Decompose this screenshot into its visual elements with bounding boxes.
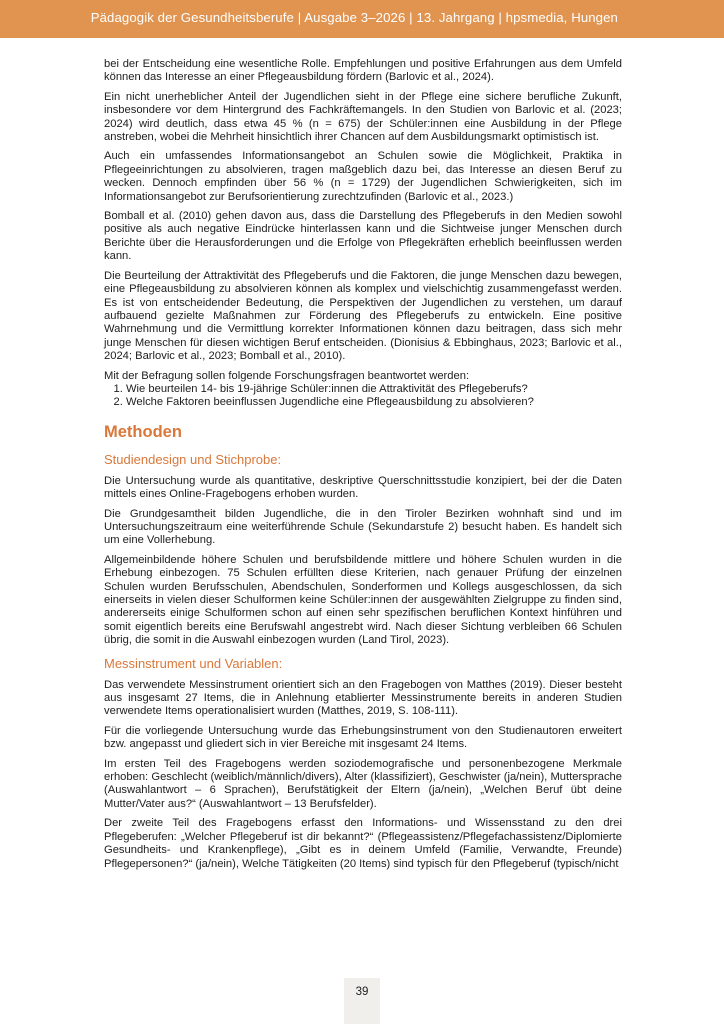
paragraph: bei der Entscheidung eine wesentliche Rolle. Empfehlungen und positive Erfahrungen aus dem Umfeld können das Interesse an einer Pflegeausbildung fördern (Barlovic et al., 2024). [104,58,622,84]
subheading-instrument: Messinstrument und Variablen: [104,655,283,671]
paragraph: Für die vorliegende Untersuchung wurde das Erhebungsinstrument von den Studienautoren erweitert bzw. angepasst und gliedert sich in vier Bereiche mit insgesamt 24 Items. [104,724,622,751]
page-number-box [344,978,380,1024]
research-question-2: 2. Welche Faktoren beeinflussen Jugendliche eine Pflegeausbildung zu absolvieren? [126,396,622,409]
paragraph: Bomball et al. (2010) gehen davon aus, dass die Darstellung des Pflegeberufs in den Medien sowohl positive als auch negative Eindrücke hinterlassen kann und die Sichtweise junger Menschen durch Berichte über die Herausforderungen und die Erfolge von Pflegekräften erheblich beeinflussen werden kann. [104,210,622,263]
research-questions-list [104,383,622,410]
journal-header-band [0,0,724,38]
page-number: 39 [355,986,369,998]
paragraph: Die Beurteilung der Attraktivität des Pflegeberufs und die Faktoren, die junge Menschen dazu bewegen, eine Pflegeausbildung zu absolvieren können als komplex und vielschichtig zusammengefasst werden. Es ist von entscheidender Bedeutung, die Perspektiven der Jugendlichen zu verstehen, um darauf aufbauend gezielte Maßnahmen zur Förderung des Pflegeberufs zu entwickeln. Eine positive Wahrnehmung und die Vermittlung korrekter Informationen können dazu beitragen, dass sich mehr junge Menschen für diesen wichtigen Beruf entscheiden. (Dionisius & Ebbinghaus, 2023; Barlovic et al., 2024; Barlovic et al., 2023; Bomball et al., 2010). [104,269,622,363]
research-question-1: 1. Wie beurteilen 14- bis 19-jährige Schüler:innen die Attraktivität des Pflegeberufs? [126,383,622,396]
article-body [104,58,622,877]
paragraph: Der zweite Teil des Fragebogens erfasst den Informations- und Wissensstand zu den drei Pflegeberufen: „Welcher Pflegeberuf ist dir bekannt?“ (Pflegeassistenz/Pflegefachassistenz/Diplomierte Gesundheits- und Krankenpflege), „Gibt es in deinem Umfeld (Familie, Verwandte, Freunde) Pflegepersonen?“ (ja/nein), Welche Tätigkeiten (20 Items) sind typisch für den Pflegeberuf (typisch/nicht [104,817,622,870]
paragraph: Allgemeinbildende höhere Schulen und berufsbildende mittlere und höhere Schulen wurden in die Erhebung einbezogen. 75 Schulen erfüllten diese Kriterien, nach genauer Prüfung der einzelnen Schulen wurden Berufsschulen, Abendschulen, Sonderformen und Kollegs ausgeschlossen, da sich einerseits in vielen dieser Schulformen keine Schüler:innen der ausgewählten Zielgruppe zu finden sind, andererseits einige Schulformen schon auf einen sehr spezifischen beruflichen Kontext hinführen und somit eigentlich bereits eine Berufswahl angestrebt wird. Nach dieser Sichtung verbleiben 66 Schulen übrig, die somit in die Auswahl einbezogen wurden (Land Tirol, 2023). [104,553,622,647]
paragraph: Mit der Befragung sollen folgende Forschungsfragen beantwortet werden: [104,369,470,382]
subheading-study-design: Studiendesign und Stichprobe: [104,451,282,467]
paragraph: Die Grundgesamtheit bilden Jugendliche, die in den Tiroler Bezirken wohnhaft sind und im Untersuchungszeitraum eine weiterführende Schule (Sekundarstufe 2) besucht haben. Es handelt sich um eine Vollerhebung. [104,507,622,547]
paragraph: Das verwendete Messinstrument orientiert sich an den Fragebogen von Matthes (2019). Dieser besteht aus insgesamt 27 Items, die in Anlehnung etablierter Messinstrumente bereits in anderen Studien verwendete Items operationalisiert wurden (Matthes, 2019, S. 108-111). [104,678,622,718]
paragraph: Die Untersuchung wurde als quantitative, deskriptive Querschnittsstudie konzipiert, bei der die Daten mittels eines Online-Fragebogens erhoben wurden. [104,474,622,501]
section-heading-methods: Methoden [104,422,182,441]
paragraph: Ein nicht unerheblicher Anteil der Jugendlichen sieht in der Pflege eine sichere berufliche Zukunft, insbesondere vor dem Hintergrund des Fachkräftemangels. In den Studien von Barlovic et al. (2023; 2024) wird deutlich, dass etwa 45 % (n = 675) der Schüler:innen eine Ausbildung in der Pflege anstreben, wobei die Mehrheit hinsichtlich ihrer Chancen auf dem Ausbildungsmarkt optimistisch ist. [104,90,622,144]
journal-header-title: Pädagogik der Gesundheitsberufe | Ausgabe 3–2026 | 13. Jahrgang | hpsmedia, Hungen [90,10,618,25]
paragraph: Im ersten Teil des Fragebogens werden soziodemografische und personenbezogene Merkmale erhoben: Geschlecht (weiblich/männlich/divers), Alter (klassifiziert), Geschwister (ja/nein), Muttersprache (Auswahlantwort – 6 Sprachen), Berufstätigkeit der Eltern (ja/nein), „Welchen Beruf übt deine Mutter/Vater aus?“ (Auswahlantwort – 13 Berufsfelder). [104,757,622,810]
paragraph: Auch ein umfassendes Informationsangebot an Schulen sowie die Möglichkeit, Praktika in Pflegeeinrichtungen zu absolvieren, tragen maßgeblich dazu bei, das Interesse an diesen Beruf zu wecken. Dennoch empfinden über 56 % (n = 1729) der Jugendlichen Schwierigkeiten, sich im Informationsangebot zur Berufsorientierung zurechtzufinden (Barlovic et al., 2023.) [104,150,622,203]
